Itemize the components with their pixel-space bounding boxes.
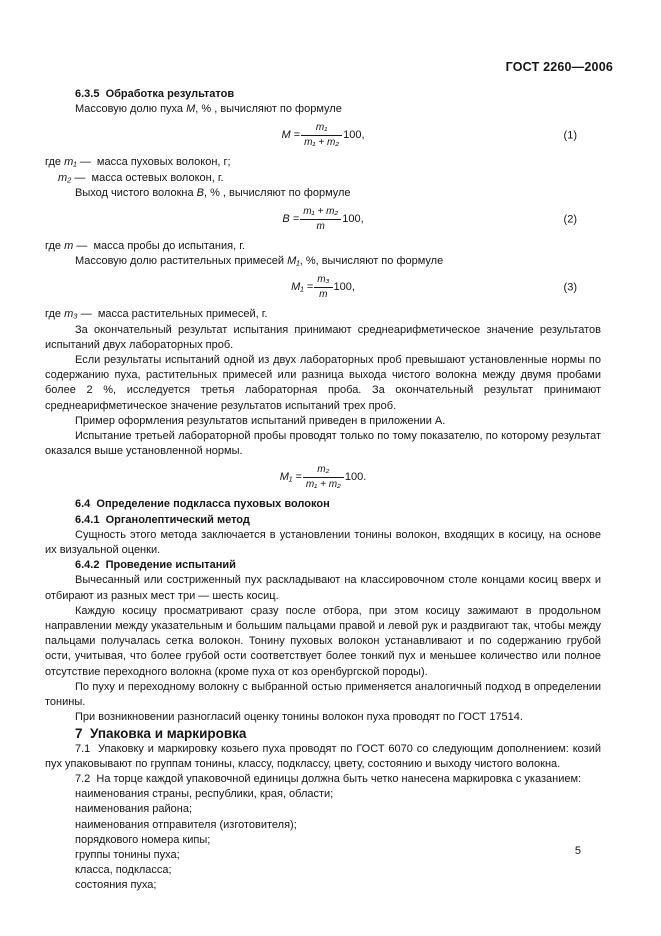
formula-factor: 100, xyxy=(333,281,355,294)
fraction-denominator: m xyxy=(319,289,328,301)
text-run: Массовую долю растительных примесей xyxy=(75,255,288,268)
paragraph-final-result: За окончательный результат испытания принимают среднеарифметическое значение результатов испытаний двух лабораторных проб. xyxy=(45,323,601,351)
formula-factor: 100, xyxy=(343,129,365,142)
text-run: — масса пуховых волокон, г; xyxy=(76,156,231,169)
variable-m1: m₁ xyxy=(64,156,77,169)
text-run: где xyxy=(45,240,65,253)
fraction-numerator: m₁ xyxy=(301,122,342,136)
where-line-m3 xyxy=(45,307,601,322)
variable-B: B xyxy=(196,186,204,199)
paragraph-veg-impurities-intro xyxy=(45,254,601,269)
formula-lhs: M₁ = xyxy=(291,281,314,294)
marking-list-item: наименования района; xyxy=(75,803,193,816)
fraction-denominator: m xyxy=(316,221,325,233)
formula-1 xyxy=(45,122,601,149)
fraction-numerator: m₃ xyxy=(314,274,332,288)
doc-number: ГОСТ 2260—2006 xyxy=(505,60,613,74)
formula-expression xyxy=(291,274,355,301)
equation-number: (3) xyxy=(563,281,577,294)
paragraph-clean-fiber-intro xyxy=(45,186,601,201)
heading-6-4-2: 6.4.2 Проведение испытаний xyxy=(75,559,236,572)
paragraph-essence: Сущность этого метода заключается в установлении тонины волокон, входящих в косицу, на основе их визуальной оценки. xyxy=(45,528,601,557)
formula-lhs: M₁ = xyxy=(279,471,302,484)
variable-m2: m₂ xyxy=(58,171,72,184)
heading-6-4-1: 6.4.1 Органолептический метод xyxy=(75,513,250,526)
variable-M: M xyxy=(186,103,196,116)
where-line-m1 xyxy=(45,155,601,170)
formula-expression xyxy=(280,464,367,491)
text-run: — масса пробы до испытания, г. xyxy=(73,240,245,253)
fraction xyxy=(303,464,344,491)
paragraph-mass-share-intro xyxy=(45,102,601,117)
formula-3 xyxy=(45,274,601,301)
formula-expression xyxy=(281,122,364,149)
paragraph-procedure-1: Вычесанный или состриженный пух раскладывают на классировочном столе концами косиц вверх и отбирают из разных мест три — шесть косиц. xyxy=(45,574,601,602)
marking-list-item: порядкового номера кипы; xyxy=(75,833,211,846)
marking-list-item: наименования отправителя (изготовителя); xyxy=(75,818,297,831)
doc-header xyxy=(506,60,613,74)
paragraph-third-test-note: Испытание третьей лабораторной пробы проводят только по тому показателю, по которому результат оказался выше установленной нормы. xyxy=(45,430,601,458)
paragraph-third-sample: Если результаты испытаний одной из двух лабораторных проб превышают установленные нормы по содержанию пуха, растительных примесей или разница выхода чистого волокна между двумя пробами более 2 %, исследуется третья лабораторная проба. За окончательный результат принимают среднеарифметическое значение результатов испытаний трех проб. xyxy=(45,354,601,412)
text-run: — масса растительных примесей, г. xyxy=(77,308,268,321)
equation-number: (1) xyxy=(563,129,577,142)
paragraph-example-note: Пример оформления результатов испытаний приведен в приложении А. xyxy=(75,414,446,427)
variable-M1: M₁ xyxy=(287,255,300,268)
paragraph-procedure-2: Каждую косицу просматривают сразу после отбора, при этом косицу зажимают в продольном направлении между указательным и большим пальцами правой и левой рук и раздвигают так, чтобы между пальцами получалась сетка волокон. Тонину пуховых волокон устанавливают и по содержанию грубой ости, учитывая, что более грубой ости соответствует более тонкий пух и меньшее количество или полное отсутствие переходного волокна (кроме пуха от коз оренбургской породы). xyxy=(45,604,601,678)
text-run: , % , вычисляют по формуле xyxy=(195,103,342,116)
where-line-m2 xyxy=(45,171,601,186)
fraction xyxy=(300,206,341,233)
fraction xyxy=(314,274,332,301)
paragraph-7-2: 7.2 На торце каждой упаковочной единицы должна быть четко нанесена маркировка с указанием: xyxy=(75,772,582,785)
text-run: где xyxy=(45,308,65,321)
where-line-m xyxy=(45,239,601,254)
fraction-denominator: m₁ + m₂ xyxy=(305,479,341,491)
fraction xyxy=(301,122,342,149)
equation-number: (2) xyxy=(563,212,577,225)
fraction-numerator: m₂ xyxy=(303,464,344,478)
marking-list-item: группы тонины пуха; xyxy=(75,848,180,861)
formula-lhs: B = xyxy=(282,212,300,225)
formula-expression xyxy=(282,206,363,233)
marking-list-item: состояния пуха; xyxy=(75,879,157,892)
text-run: , % , вычисляют по формуле xyxy=(203,186,351,199)
heading-6-4: 6.4 Определение подкласса пуховых волокон xyxy=(75,498,330,511)
text-run: где xyxy=(45,156,65,169)
heading-6-3-5: 6.3.5 Обработка результатов xyxy=(75,88,235,100)
formula-4 xyxy=(45,464,601,491)
text-run: Выход чистого волокна xyxy=(75,186,197,199)
document-content xyxy=(45,87,601,894)
paragraph-procedure-4: При возникновении разногласий оценку тонины волокон пуха проводят по ГОСТ 17514. xyxy=(75,711,523,724)
fraction-numerator: m₁ + m₂ xyxy=(300,206,341,220)
formula-2 xyxy=(45,206,601,233)
text-run: — масса остевых волокон, г. xyxy=(71,171,224,184)
page-number: 5 xyxy=(574,845,581,857)
variable-m: m xyxy=(64,240,74,253)
marking-list-item: класса, подкласса; xyxy=(75,864,172,877)
formula-factor: 100, xyxy=(342,212,364,225)
paragraph-procedure-3: По пуху и переходному волокну с выбранной остью применяется аналогичный подход в определении тонины. xyxy=(45,680,601,709)
heading-7: 7 Упаковка и маркировка xyxy=(75,725,247,741)
fraction-denominator: m₁ + m₂ xyxy=(304,137,340,149)
text-run: , %, вычисляют по формуле xyxy=(299,255,444,268)
formula-factor: 100. xyxy=(344,471,367,484)
text-run: Массовую долю пуха xyxy=(75,103,187,116)
marking-list-item: наименования страны, республики, края, области; xyxy=(75,788,334,801)
formula-lhs: M = xyxy=(281,129,301,142)
paragraph-7-1: 7.1 Упаковку и маркировку козьего пуха проводят по ГОСТ 6070 со следующим дополнением: козий пух упаковывают по группам тонины, классу, подклассу, цвету, состоянию и выходу чистого волокна. xyxy=(45,742,601,770)
variable-m3: m₃ xyxy=(64,308,78,321)
